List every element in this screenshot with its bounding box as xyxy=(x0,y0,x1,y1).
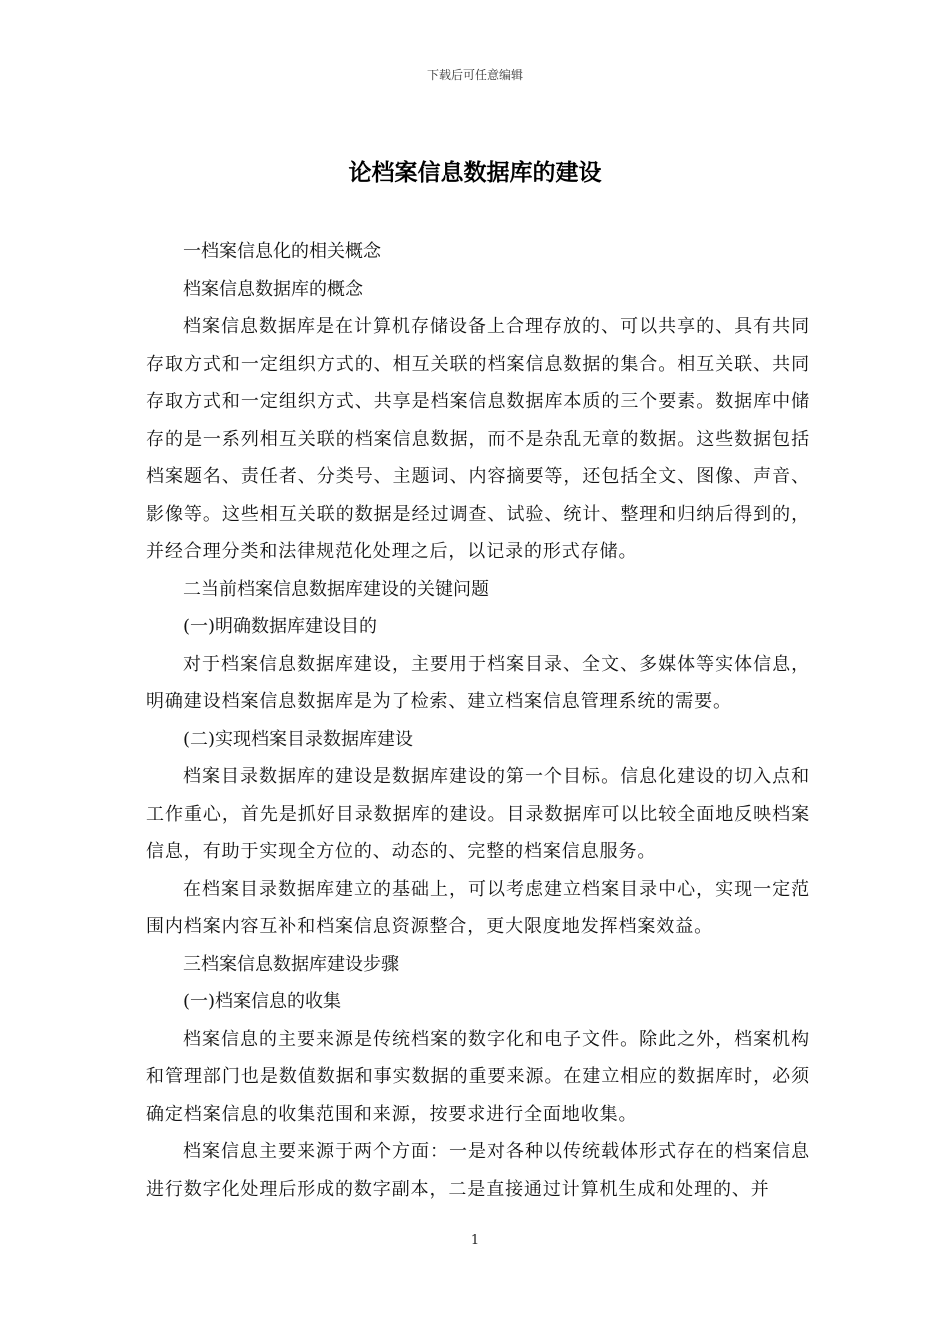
paragraph-catalog-center: 在档案目录数据库建立的基础上，可以考虑建立档案目录中心，实现一定范围内档案内容互补和档案信息资源整合，更大限度地发挥档案效益。 xyxy=(146,878,810,937)
document-body xyxy=(146,233,810,1208)
page-title: 论档案信息数据库的建设 xyxy=(348,160,602,186)
section-heading-1: 一档案信息化的相关概念 xyxy=(183,241,381,262)
header-note: 下载后可任意编辑 xyxy=(426,68,523,82)
subheading-catalog-database: (二)实现档案目录数据库建设 xyxy=(183,728,414,750)
page-number: 1 xyxy=(470,1233,480,1248)
subheading-define-purpose: (一)明确数据库建设目的 xyxy=(183,616,378,637)
subheading-database-concept: 档案信息数据库的概念 xyxy=(183,278,363,300)
section-heading-3: 三档案信息数据库建设步骤 xyxy=(183,953,399,975)
section-heading-2: 二当前档案信息数据库建设的关键问题 xyxy=(183,578,489,600)
paragraph-purpose: 对于档案信息数据库建设，主要用于档案目录、全文、多媒体等实体信息，明确建设档案信息数据库是为了检索、建立档案信息管理系统的需要。 xyxy=(146,653,810,712)
paragraph-catalog-database: 档案目录数据库的建设是数据库建设的第一个目标。信息化建设的切入点和工作重心，首先是抓好目录数据库的建设。目录数据库可以比较全面地反映档案信息，有助于实现全方位的、动态的、完整的档案信息服务。 xyxy=(146,766,810,862)
subheading-collection: (一)档案信息的收集 xyxy=(183,991,342,1012)
paragraph-database-definition: 档案信息数据库是在计算机存储设备上合理存放的、可以共享的、具有共同存取方式和一定组织方式的、相互关联的档案信息数据的集合。相互关联、共同存取方式和一定组织方式、共享是档案信息数据库本质的三个要素。数据库中储存的是一系列相互关联的档案信息数据，而不是杂乱无章的数据。这些数据包括档案题名、责任者、分类号、主题词、内容摘要等，还包括全文、图像、声音、影像等。这些相互关联的数据是经过调查、试验、统计、整理和归纳后得到的，并经合理分类和法律规范化处理之后，以记录的形式存储。 xyxy=(146,316,810,562)
paragraph-two-sources: 档案信息主要来源于两个方面：一是对各种以传统载体形式存在的档案信息进行数字化处理后形成的数字副本，二是直接通过计算机生成和处理的、并 xyxy=(146,1141,810,1200)
paragraph-collection-sources: 档案信息的主要来源是传统档案的数字化和电子文件。除此之外，档案机构和管理部门也是数值数据和事实数据的重要来源。在建立相应的数据库时，必须确定档案信息的收集范围和来源，按要求进行全面地收集。 xyxy=(146,1028,810,1125)
